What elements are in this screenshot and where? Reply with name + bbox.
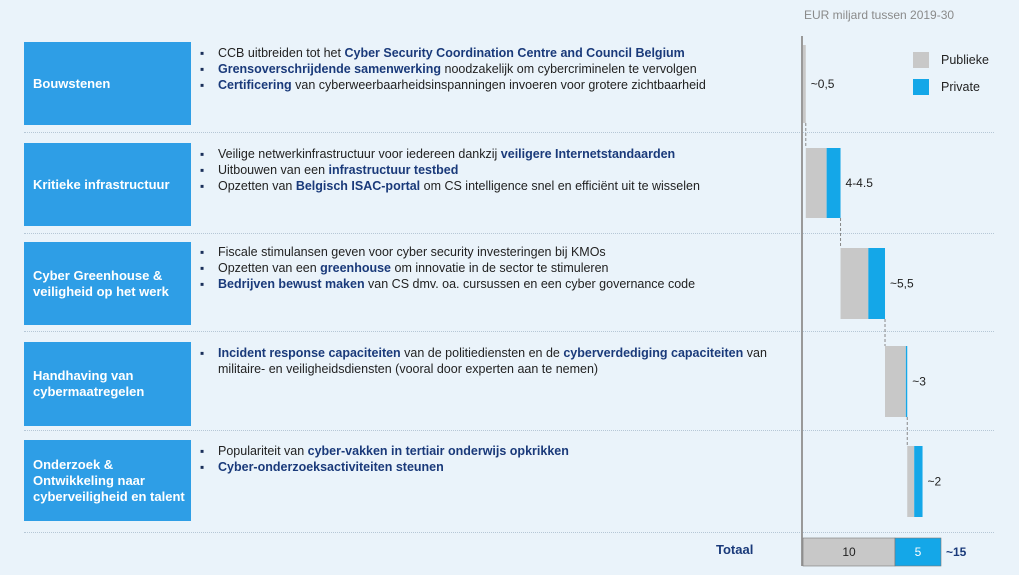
- bullet-item: ▪ CCB uitbreiden tot het Cyber Security Coordination Centre and Council Belgium: [200, 45, 790, 61]
- bullet-item: ▪ Opzetten van Belgisch ISAC-portal om CS intelligence snel en efficiënt uit te wisselen: [200, 178, 790, 194]
- bullet-item: ▪ Uitbouwen van een infrastructuur testbed: [200, 162, 790, 178]
- bullet-item: ▪ Incident response capaciteiten van de politiediensten en de cyberverdediging capaciteiten van militaire- en veiligheidsdiensten (vooral door experten aan te nemen): [200, 345, 790, 377]
- bar-public: [841, 248, 869, 319]
- bullet-item: ▪ Cyber-onderzoeksactiviteiten steunen: [200, 459, 790, 475]
- unit-note: EUR miljard tussen 2019-30: [804, 8, 955, 22]
- bar-value-label: ~0,5: [810, 77, 835, 91]
- bar-public: [803, 45, 806, 123]
- bar-private: [906, 346, 907, 417]
- total-private-label: 5: [914, 545, 922, 559]
- category-title: Onderzoek & Ontwikkeling naar cyberveiligheid en talent: [33, 456, 185, 504]
- bar-public: [907, 446, 914, 517]
- bar-public: [806, 148, 827, 218]
- bullet-item: ▪ Grensoverschrijdende samenwerking noodzakelijk om cybercriminelen te vervolgen: [200, 61, 790, 77]
- legend-public-swatch: [913, 52, 929, 68]
- bar-value-label: ~3: [912, 374, 926, 389]
- total-value-label: ~15: [946, 545, 967, 559]
- legend-private-swatch: [913, 79, 929, 95]
- category-title: Cyber Greenhouse & veiligheid op het werk: [33, 267, 169, 299]
- bullet-item: ▪ Fiscale stimulansen geven voor cyber security investeringen bij KMOs: [200, 244, 790, 260]
- category-title: Kritieke infrastructuur: [33, 176, 170, 192]
- category-title: Handhaving van cybermaatregelen: [33, 368, 145, 399]
- category-title: Bouwstenen: [33, 75, 111, 91]
- bullet-item: ▪ Populariteit van cyber-vakken in tertiair onderwijs opkrikken: [200, 443, 790, 459]
- legend-public-label: Publieke: [941, 53, 989, 67]
- bar-private: [827, 148, 841, 218]
- bar-public: [885, 346, 906, 417]
- bar-value-label: 4-4.5: [845, 176, 873, 190]
- bullet-item: ▪ Certificering van cyberweerbaarheidsinspanningen invoeren voor grotere zichtbaarheid: [200, 77, 790, 93]
- bar-private: [868, 248, 885, 319]
- bar-value-label: ~2: [927, 474, 942, 489]
- bar-value-label: ~5,5: [890, 276, 914, 291]
- legend-private-label: Private: [941, 80, 980, 94]
- bullet-item: ▪ Veilige netwerkinfrastructuur voor iedereen dankzij veiligere Internetstandaarden: [200, 146, 790, 162]
- bar-private: [914, 446, 922, 517]
- total-public-label: 10: [842, 545, 856, 559]
- bullet-item: ▪ Bedrijven bewust maken van CS dmv. oa. cursussen en een cyber governance code: [200, 276, 790, 292]
- bullet-item: ▪ Opzetten van een greenhouse om innovatie in de sector te stimuleren: [200, 260, 790, 276]
- total-label: Totaal: [716, 542, 754, 557]
